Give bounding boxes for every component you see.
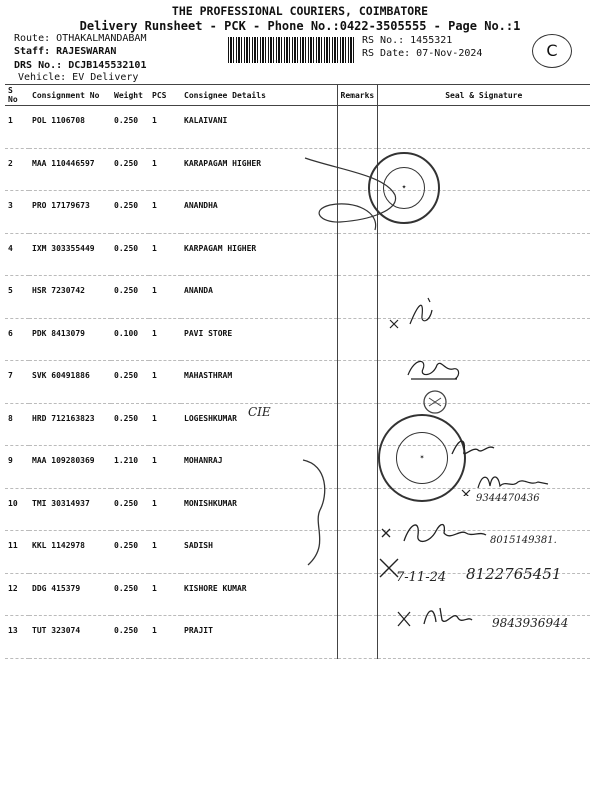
cell-pcs: 1	[149, 488, 181, 531]
cell-consignment: HRD 712163823	[29, 403, 111, 446]
cell-pcs: 1	[149, 361, 181, 404]
cell-consignee: SADISH	[181, 531, 337, 574]
cell-weight: 0.250	[111, 276, 149, 319]
cell-sno: 8	[5, 403, 29, 446]
table-row	[5, 318, 590, 361]
bracket-scribble	[298, 455, 338, 570]
table-row	[5, 148, 590, 191]
cell-consignee: KARPAGAM HIGHER	[181, 233, 337, 276]
cell-weight: 0.250	[111, 573, 149, 616]
college-stamp-upper	[368, 152, 440, 224]
cell-sno: 3	[5, 191, 29, 234]
cell-remarks	[337, 106, 377, 149]
cell-pcs: 1	[149, 616, 181, 659]
table-row	[5, 276, 590, 319]
table-row	[5, 233, 590, 276]
cell-consignment: DDG 415379	[29, 573, 111, 616]
cell-sno: 1	[5, 106, 29, 149]
route-line	[14, 33, 146, 44]
signature-row-9	[448, 432, 496, 462]
cell-pcs: 1	[149, 233, 181, 276]
signature-row-13	[396, 602, 476, 632]
route-label: Route:	[14, 33, 51, 44]
cell-weight: 0.100	[111, 318, 149, 361]
table-row	[5, 191, 590, 234]
cell-consignee: ANANDHA	[181, 191, 337, 234]
cell-sno: 9	[5, 446, 29, 489]
cell-consignment: MAA 109280369	[29, 446, 111, 489]
cell-consignee: PAVI STORE	[181, 318, 337, 361]
cell-weight: 0.250	[111, 361, 149, 404]
rs-date: RS Date: 07-Nov-2024	[362, 48, 483, 59]
cell-weight: 0.250	[111, 616, 149, 659]
cell-remarks	[337, 531, 377, 574]
stamp-inner-ring: ✶	[396, 432, 448, 484]
rs-number: RS No.: 1455321	[362, 35, 453, 46]
staff-value: RAJESWARAN	[56, 46, 117, 57]
cell-consignee: MONISHKUMAR	[181, 488, 337, 531]
cell-consignment: SVK 60491886	[29, 361, 111, 404]
signature-row-7	[405, 355, 465, 383]
route-value: OTHAKALMANDABAM	[56, 33, 147, 44]
handwritten-cie-note: CIE	[248, 405, 271, 419]
handwritten-phone-row-13: 9843936944	[492, 616, 569, 630]
cell-weight: 0.250	[111, 531, 149, 574]
cell-consignee: LOGESHKUMAR	[181, 403, 337, 446]
cell-signature	[377, 106, 590, 149]
cell-remarks	[337, 446, 377, 489]
col-consignee: Consignee Details	[181, 85, 337, 106]
cell-weight: 0.250	[111, 106, 149, 149]
cell-pcs: 1	[149, 531, 181, 574]
cell-remarks	[337, 573, 377, 616]
cell-consignment: KKL 1142978	[29, 531, 111, 574]
barcode-image	[228, 37, 356, 63]
cell-sno: 5	[5, 276, 29, 319]
signature-row-6	[388, 294, 438, 330]
small-stamp-mark	[420, 388, 450, 416]
cell-consignee: PRAJIT	[181, 616, 337, 659]
cell-weight: 0.250	[111, 488, 149, 531]
drs-line	[14, 60, 146, 71]
cell-pcs: 1	[149, 148, 181, 191]
cell-consignee: KALAIVANI	[181, 106, 337, 149]
cell-consignment: PDK 8413079	[29, 318, 111, 361]
staff-label: Staff:	[14, 46, 51, 57]
cell-pcs: 1	[149, 106, 181, 149]
cell-consignee: KARAPAGAM HIGHER	[181, 148, 337, 191]
cell-sno: 11	[5, 531, 29, 574]
handwritten-date-row-12: 7-11-24	[396, 570, 447, 585]
handwritten-circle-mark: C	[532, 34, 572, 68]
cell-weight: 1.210	[111, 446, 149, 489]
cell-weight: 0.250	[111, 233, 149, 276]
handwritten-phone-row-12: 8122765451	[466, 565, 562, 583]
col-seal-signature: Seal & Signature	[377, 85, 590, 106]
table-row	[5, 361, 590, 404]
cell-remarks	[337, 361, 377, 404]
cell-sno: 4	[5, 233, 29, 276]
cell-consignment: TUT 323074	[29, 616, 111, 659]
cell-sno: 12	[5, 573, 29, 616]
cell-sno: 13	[5, 616, 29, 659]
cell-sno: 6	[5, 318, 29, 361]
cell-consignment: MAA 110446597	[29, 148, 111, 191]
cell-consignment: PRO 17179673	[29, 191, 111, 234]
company-title: THE PROFESSIONAL COURIERS, COIMBATORE	[171, 4, 429, 18]
cell-pcs: 1	[149, 191, 181, 234]
cell-consignment: TMI 30314937	[29, 488, 111, 531]
cell-consignee: MOHANRAJ	[181, 446, 337, 489]
cell-remarks	[337, 318, 377, 361]
col-consignment: Consignment No	[29, 85, 111, 106]
signature-row-11	[380, 515, 490, 549]
stamp-inner-ring: ✦	[383, 167, 426, 210]
cell-pcs: 1	[149, 573, 181, 616]
handwritten-phone-row-10: 9344470436	[476, 493, 540, 504]
handwritten-phone-row-11: 8015149381.	[490, 535, 557, 546]
drs-label: DRS No.:	[14, 60, 63, 71]
cell-remarks	[337, 488, 377, 531]
cell-consignee: MAHASTHRAM	[181, 361, 337, 404]
cell-weight: 0.250	[111, 148, 149, 191]
table-row	[5, 403, 590, 446]
cell-consignee: KISHORE KUMAR	[181, 573, 337, 616]
runsheet-title: Delivery Runsheet - PCK - Phone No.:0422-3505555 - Page No.:1	[79, 19, 521, 33]
col-sno: S No	[5, 85, 29, 106]
cell-remarks	[337, 616, 377, 659]
col-pcs: PCS	[149, 85, 181, 106]
col-remarks: Remarks	[337, 85, 377, 106]
cell-consignment: IXM 303355449	[29, 233, 111, 276]
cell-pcs: 1	[149, 446, 181, 489]
cell-pcs: 1	[149, 318, 181, 361]
cell-weight: 0.250	[111, 191, 149, 234]
cell-remarks	[337, 276, 377, 319]
cell-sno: 10	[5, 488, 29, 531]
staff-line	[14, 46, 116, 57]
cell-consignment: HSR 7230742	[29, 276, 111, 319]
cell-sno: 7	[5, 361, 29, 404]
cell-consignment: POL 1106708	[29, 106, 111, 149]
cell-pcs: 1	[149, 276, 181, 319]
cell-sno: 2	[5, 148, 29, 191]
table-header-row	[5, 85, 590, 106]
col-weight: Weight	[111, 85, 149, 106]
cell-remarks	[337, 403, 377, 446]
vehicle-line: Vehicle: EV Delivery	[18, 72, 139, 83]
table-row	[5, 106, 590, 149]
cell-pcs: 1	[149, 403, 181, 446]
cell-consignee: ANANDA	[181, 276, 337, 319]
drs-value: DCJB145532101	[68, 60, 147, 71]
cell-weight: 0.250	[111, 403, 149, 446]
